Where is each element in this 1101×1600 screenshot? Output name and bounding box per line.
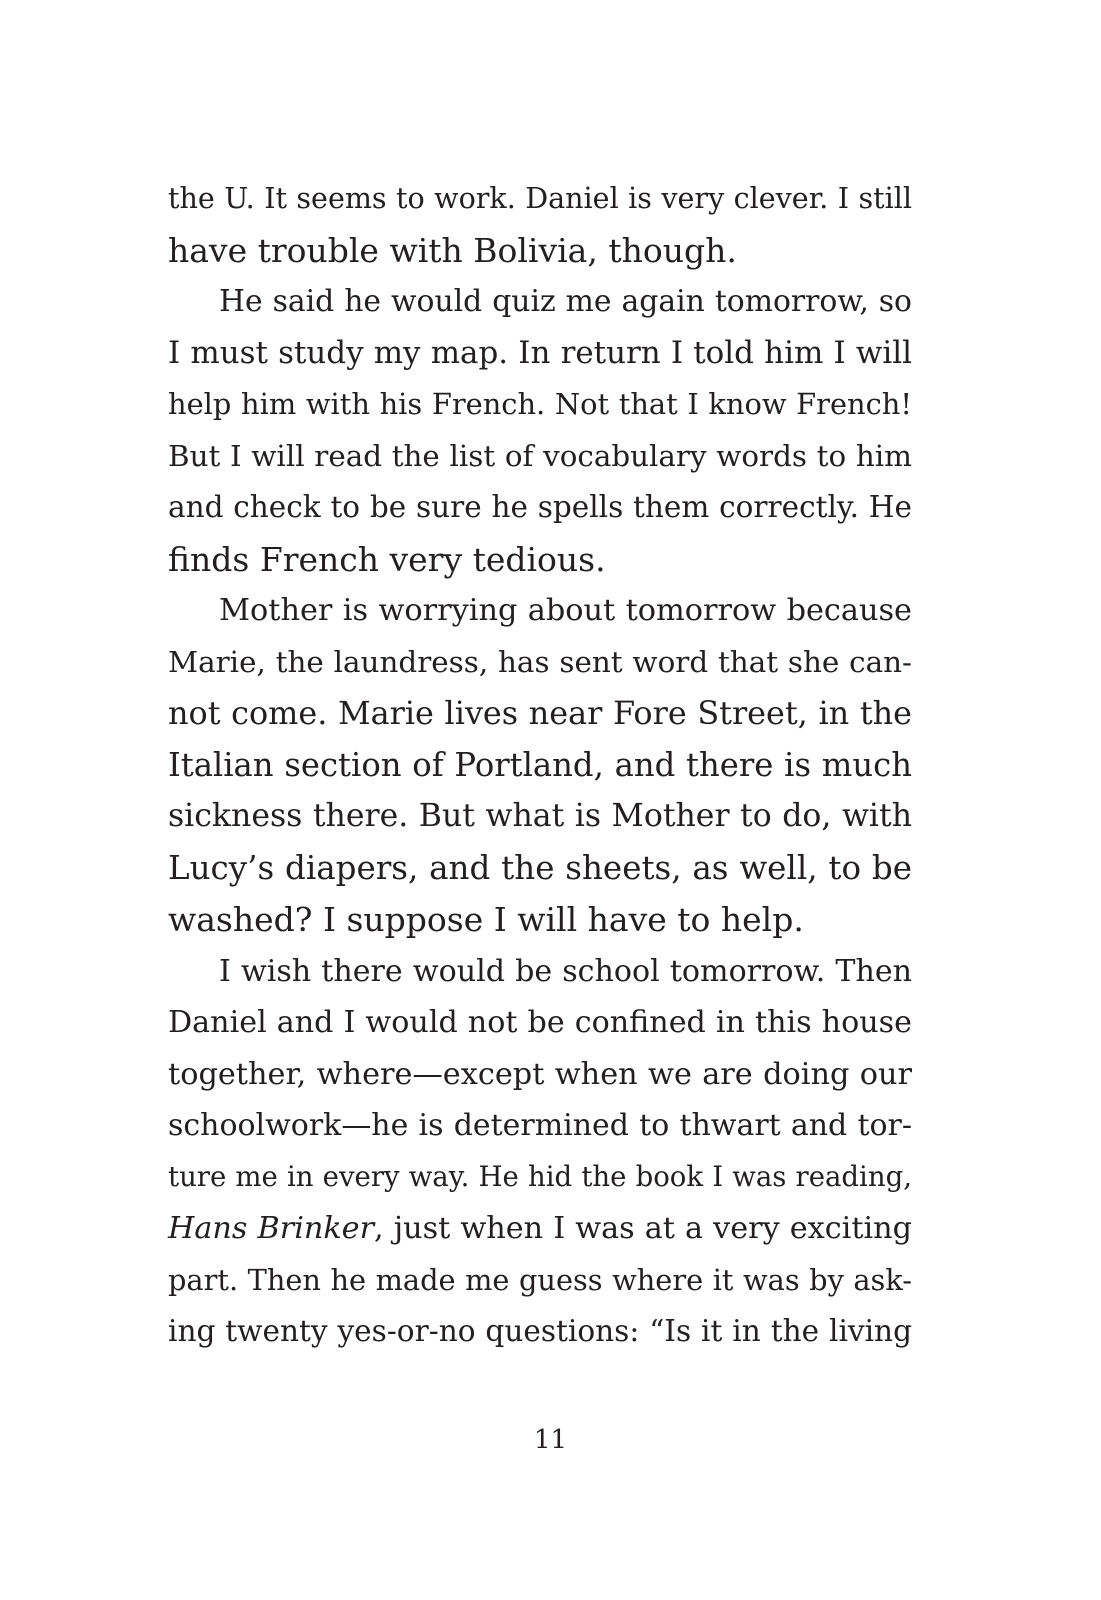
text-line: ing twenty yes-or-no questions: “Is it in the living <box>168 1314 912 1348</box>
text-line: Daniel and I would not be confined in this house <box>168 1005 912 1040</box>
text-line: Lucy’s diapers, and the sheets, as well, to be <box>168 848 912 887</box>
text-line: and check to be sure he spells them correctly. He <box>168 490 912 524</box>
text-line: I must study my map. In return I told him I will <box>168 334 912 371</box>
text-line: schoolwork—he is determined to thwart and tor- <box>168 1108 912 1143</box>
text-line: have trouble with Bolivia, though. <box>168 230 737 270</box>
text-line: finds French very tedious. <box>168 539 606 579</box>
text-line: Mother is worrying about tomorrow because <box>219 593 912 628</box>
text-line: I wish there would be school tomorrow. Then <box>219 953 912 989</box>
text-line: Italian section of Portland, and there is much <box>168 745 912 784</box>
text-line: the U. It seems to work. Daniel is very clever. I still <box>168 181 912 215</box>
text-line: not come. Marie lives near Fore Street, in the <box>168 694 912 732</box>
text-line: washed? I suppose I will have to help. <box>168 900 804 939</box>
body-text <box>168 173 912 1358</box>
text-line: He said he would quiz me again tomorrow, so <box>219 284 912 319</box>
text-line: together, where—except when we are doing our <box>168 1056 912 1092</box>
text-line-rest: , just when I was at a very exciting <box>374 1211 913 1246</box>
text-line-with-title <box>168 1203 912 1255</box>
text-line: Marie, the laundress, has sent word that she can- <box>168 644 912 679</box>
text-line: help him with his French. Not that I know French! <box>168 387 912 421</box>
text-line: sickness there. But what is Mother to do, with <box>168 798 912 834</box>
text-line: But I will read the list of vocabulary words to him <box>168 438 912 473</box>
text-line: ture me in every way. He hid the book I was reading, <box>168 1160 912 1193</box>
book-title: Hans Brinker <box>168 1211 375 1246</box>
page-number: 11 <box>533 1425 568 1455</box>
text-line: part. Then he made me guess where it was by ask- <box>168 1262 912 1297</box>
